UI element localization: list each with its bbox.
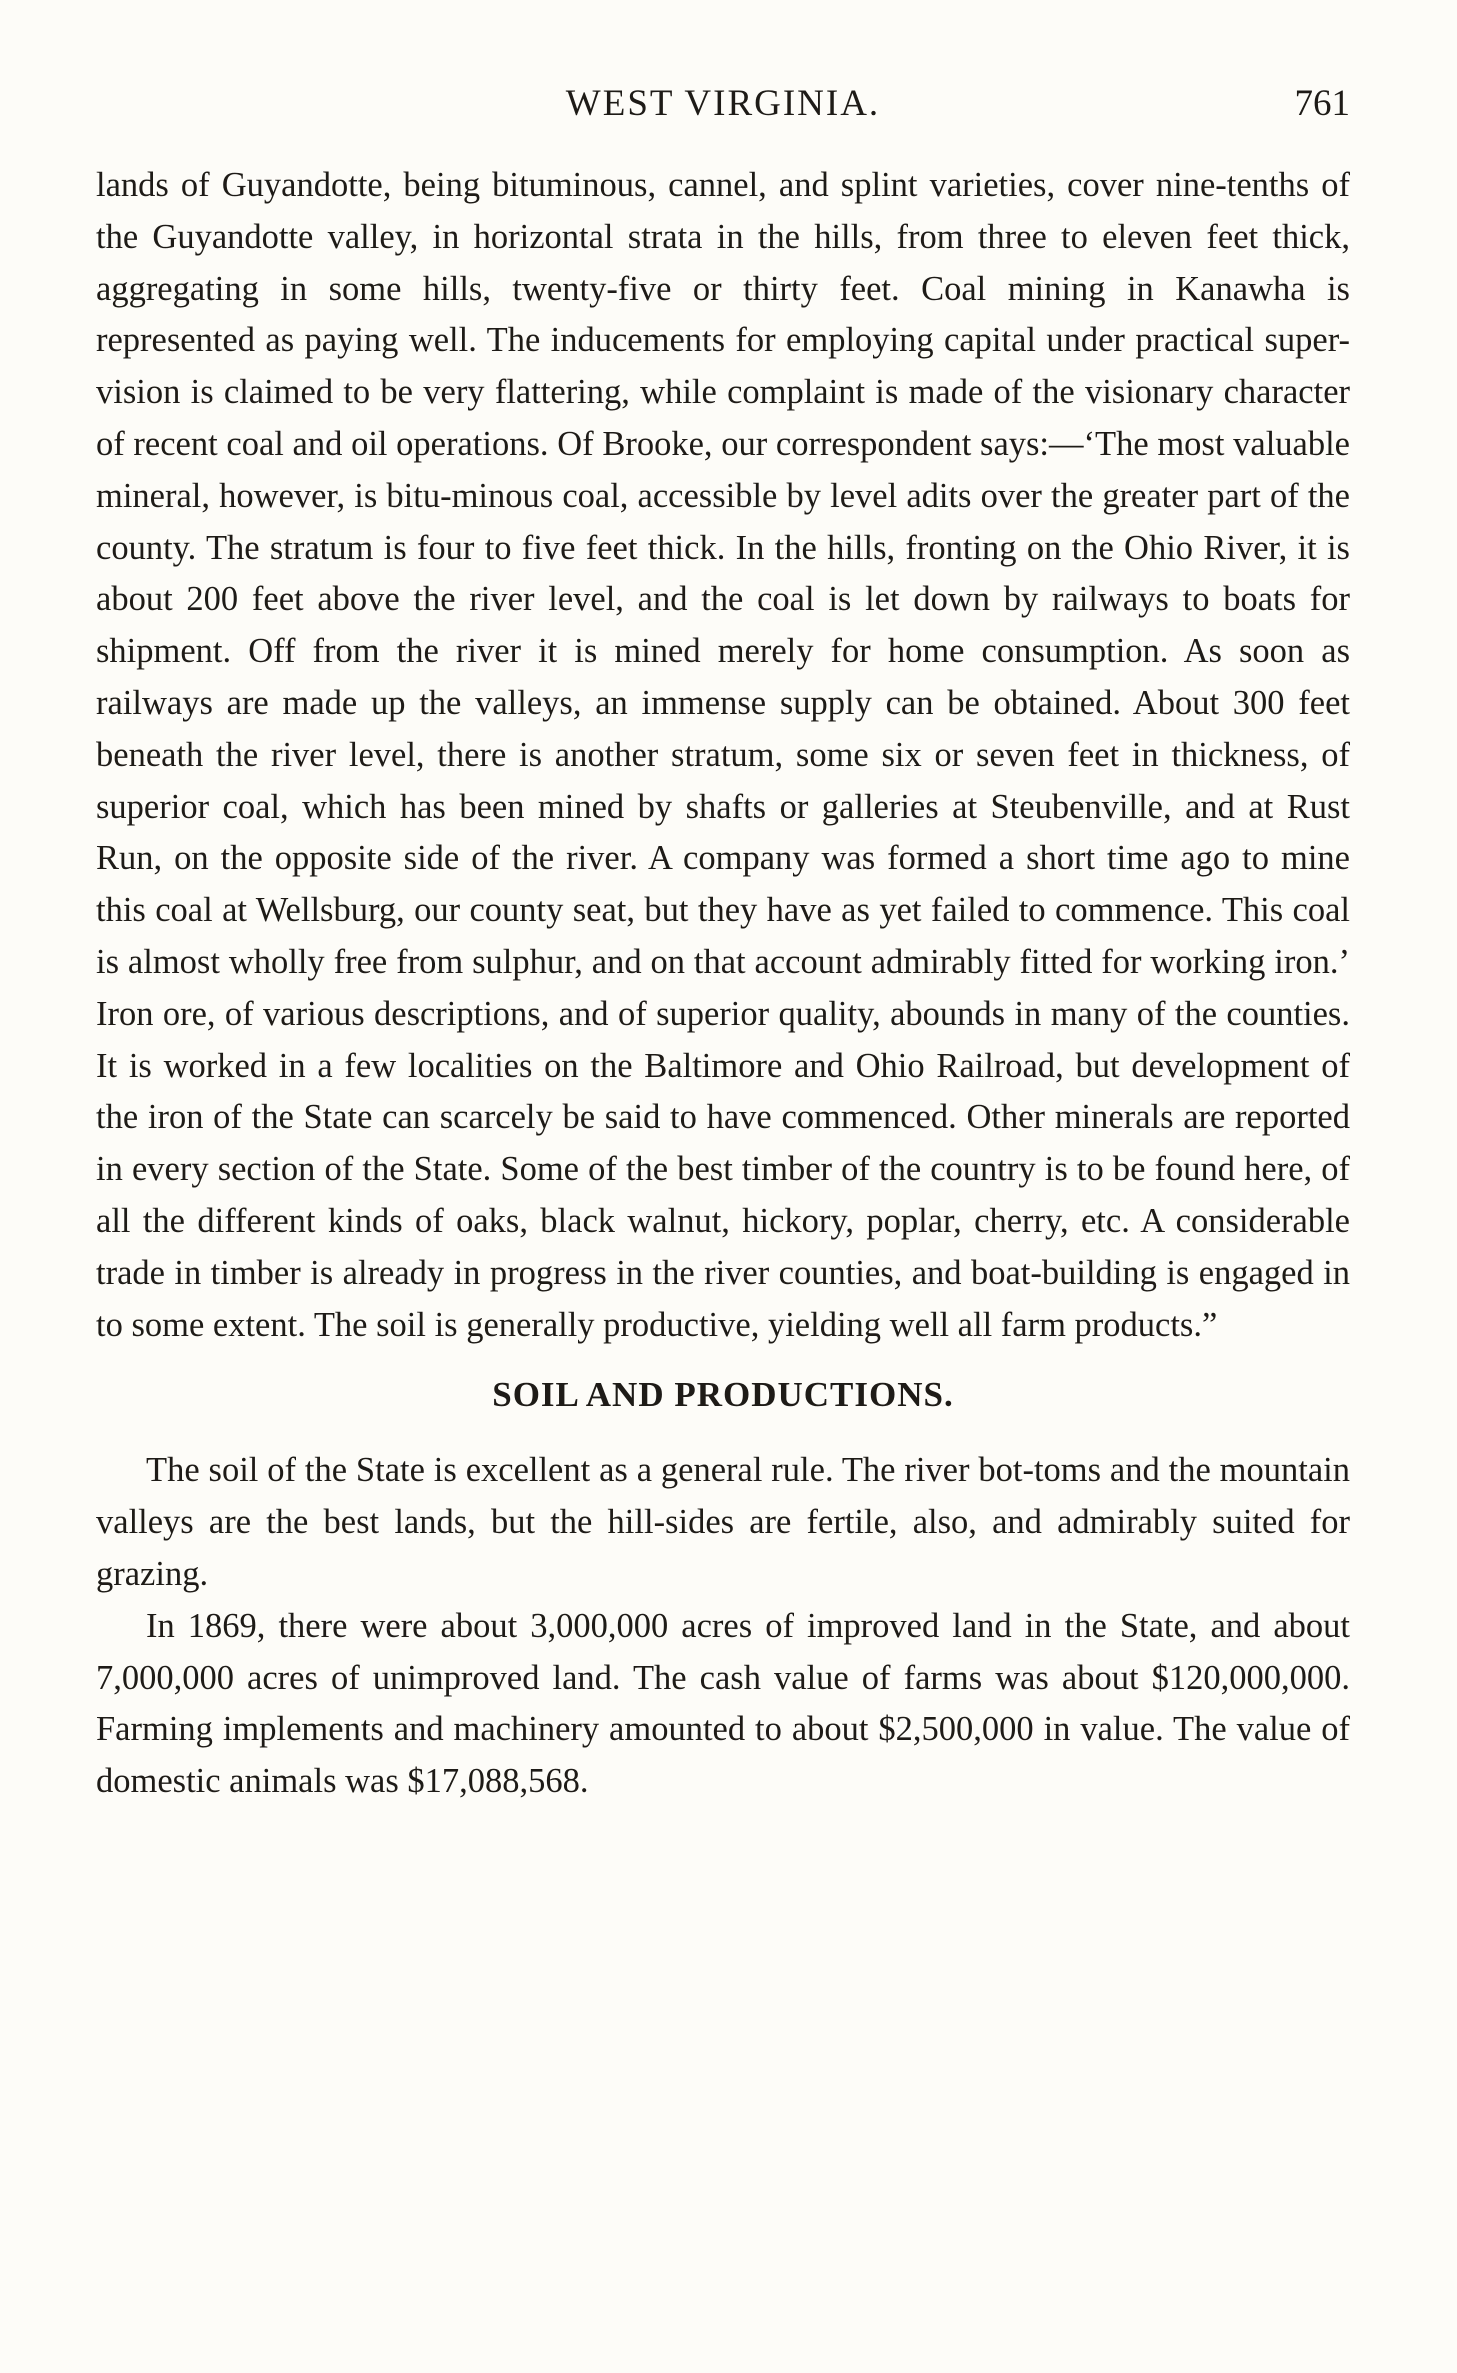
running-title: WEST VIRGINIA. <box>565 83 881 124</box>
paragraph-continued: lands of Guyandotte, being bituminous, cannel, and splint varieties, cover nine-tenths of the Guyandotte valley, in horizontal strata in the hills, from three to eleven feet thick, aggregating in some hills, twenty-five or thirty feet. Coal mining in Kanawha is represented as paying well. The inducements for employing capital under practical super-vision is claimed to be very flattering, while complaint is made of the visionary character of recent coal and oil operations. Of Brooke, our correspondent says:—‘The most valuable mineral, however, is bitu-minous coal, accessible by level adits over the greater part of the county. The stratum is four to five feet thick. In the hills, fronting on the Ohio River, it is about 200 feet above the river level, and the coal is let down by railways to boats for shipment. Off from the river it is mined merely for home consumption. As soon as railways are made up the valleys, an immense supply can be obtained. About 300 feet beneath the river level, there is another stratum, some six or seven feet in thickness, of superior coal, which has been mined by shafts or galleries at Steubenville, and at Rust Run, on the opposite side of the river. A company was formed a short time ago to mine this coal at Wellsburg, our county seat, but they have as yet failed to commence. This coal is almost wholly free from sulphur, and on that account admirably fitted for working iron.’ Iron ore, of various descriptions, and of superior quality, abounds in many of the counties. It is worked in a few localities on the Baltimore and Ohio Railroad, but development of the iron of the State can scarcely be said to have commenced. Other minerals are reported in every section of the State. Some of the best timber of the country is to be found here, of all the different kinds of oaks, black walnut, hickory, poplar, cherry, etc. A considerable trade in timber is already in progress in the river counties, and boat-building is engaged in to some extent. The soil is generally productive, yielding well all farm products.” <box>96 166 1350 1344</box>
running-header <box>96 78 1350 130</box>
body-text <box>96 160 1350 1808</box>
section-heading: SOIL AND PRODUCTIONS. <box>492 1375 954 1415</box>
paragraph-soil: The soil of the State is excellent as a general rule. The river bot-toms and the mountain valleys are the best lands, but the hill-sides are fertile, also, and admirably suited for grazing. <box>96 1451 1350 1593</box>
paragraph-statistics: In 1869, there were about 3,000,000 acres of improved land in the State, and about 7,000,000 acres of unimproved land. The cash value of farms was about $120,000,000. Farming implements and machinery amounted to about $2,500,000 in value. The value of domestic animals was $17,088,568. <box>96 1606 1350 1801</box>
page-number: 761 <box>1294 83 1350 124</box>
